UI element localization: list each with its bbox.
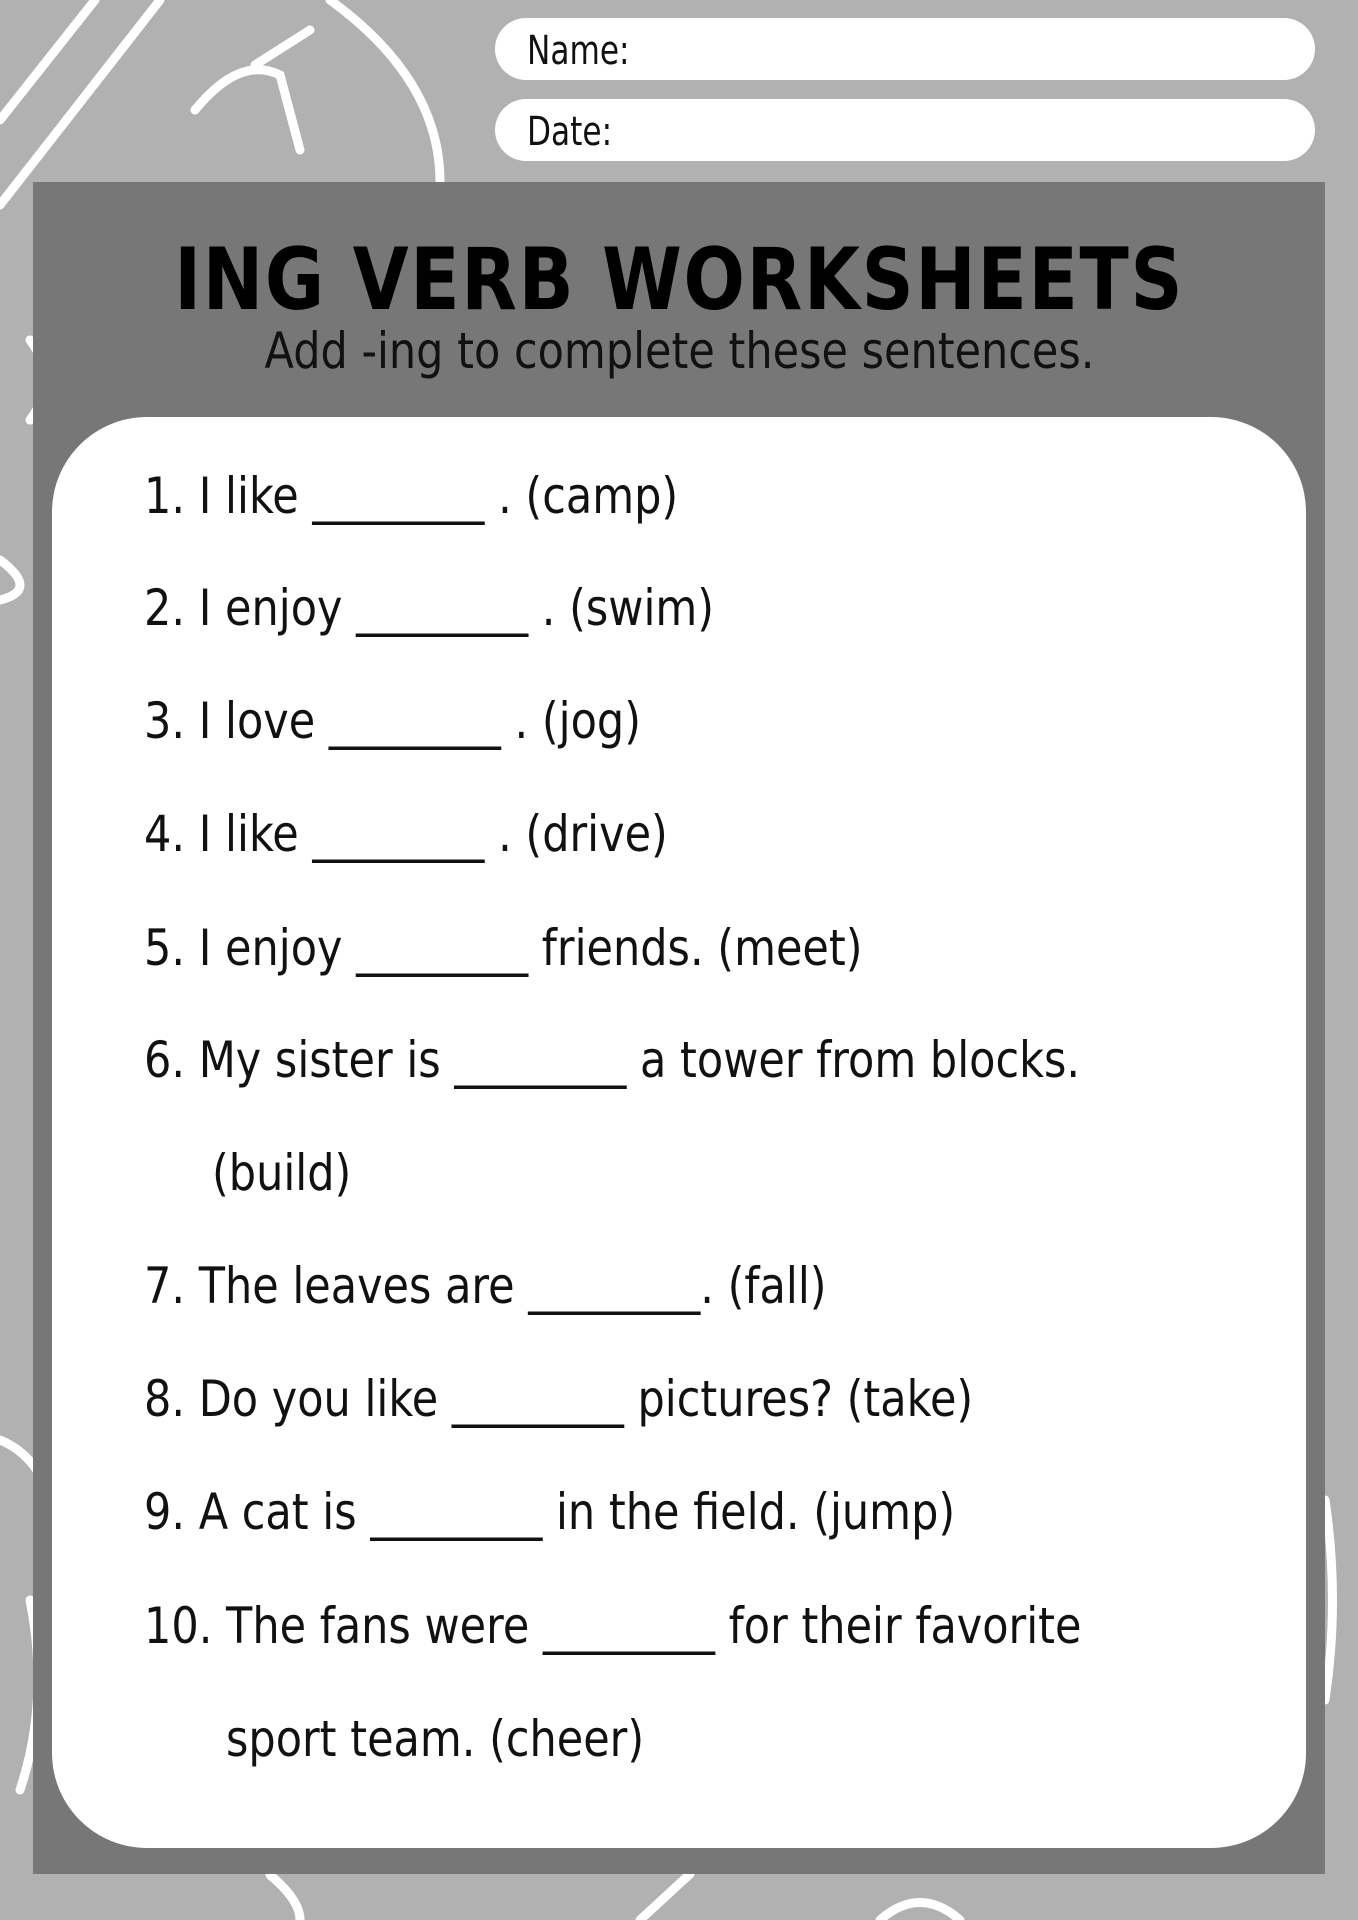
worksheet-instructions: Add -ing to complete these sentences. (264, 322, 1094, 380)
date-label: Date: (527, 109, 613, 155)
question-10: 10. The fans were ________ for their favorite (144, 1597, 1082, 1655)
question-1: 1. I like ________ . (camp) (144, 467, 679, 525)
name-field[interactable] (495, 18, 1315, 80)
question-6: 6. My sister is ________ a tower from blocks. (144, 1031, 1081, 1089)
question-10-continuation: sport team. (cheer) (226, 1710, 645, 1768)
question-6-continuation: (build) (212, 1144, 352, 1202)
worksheet-panel (33, 182, 1325, 1874)
question-3: 3. I love ________ . (jog) (144, 692, 641, 750)
date-field[interactable] (495, 99, 1315, 161)
question-9: 9. A cat is ________ in the field. (jump) (144, 1483, 956, 1541)
name-label: Name: (527, 28, 630, 74)
questions-card (52, 417, 1306, 1848)
question-2: 2. I enjoy ________ . (swim) (144, 579, 715, 637)
question-5: 5. I enjoy ________ friends. (meet) (144, 919, 863, 977)
question-7: 7. The leaves are ________. (fall) (144, 1257, 827, 1315)
question-4: 4. I like ________ . (drive) (144, 805, 668, 863)
worksheet-title: ING VERB WORKSHEETS (174, 230, 1184, 330)
question-8: 8. Do you like ________ pictures? (take) (144, 1370, 974, 1428)
